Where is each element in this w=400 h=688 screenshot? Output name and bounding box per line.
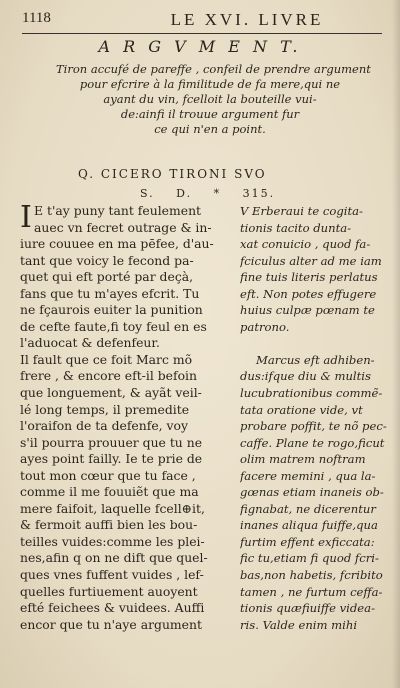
french-text-line: E t'ay puny tant feulement	[34, 203, 202, 218]
french-text-line: efté feichees & vuidees. Auffi	[20, 600, 205, 616]
latin-text-line: lucubrationibus commẽ-	[240, 386, 383, 401]
latin-text-line: Marcus eft adhiben-	[256, 352, 375, 367]
french-text-line: comme il me fouuiẽt que ma	[20, 484, 199, 500]
french-text-line: l'oraifon de ta defenfe, voy	[20, 418, 188, 434]
latin-text-line: bas,non habetis, fcribito	[240, 568, 383, 583]
french-text-line: encor que tu n'aye argument	[20, 616, 202, 632]
paragraph-gap	[240, 335, 390, 352]
latin-text-line: probare poffit, te nõ pec-	[240, 419, 387, 434]
argument-line: Tiron accufé de pareffe , confeil de prendre argument	[56, 62, 371, 76]
latin-text-line: fic tu,etiam fi quod fcri-	[240, 551, 379, 566]
french-text-line: ques vnes fuffent vuides , lef-	[20, 567, 204, 583]
page-header	[22, 10, 382, 30]
drop-capital: I	[20, 200, 32, 235]
latin-text-line: tamen , ne furtum ceffa-	[240, 584, 383, 599]
argument-line: de:ainfi il trouue argument fur	[120, 107, 300, 121]
argument-summary	[56, 62, 371, 137]
latin-text-line: furtim effent exficcata:	[240, 534, 375, 549]
french-text-line: de cefte faute,fi toy feul en es	[20, 318, 207, 334]
latin-text-line: gœnas etiam inaneis ob-	[240, 485, 384, 500]
salutation-sub	[140, 187, 291, 200]
header-rule	[22, 33, 382, 34]
french-text-line: mere faifoit, laquelle fcell⊕it,	[20, 500, 205, 516]
french-text-line: teilles vuides:comme les plei-	[20, 533, 205, 549]
french-text-line: ne fçaurois euiter la punition	[20, 302, 203, 318]
latin-text-line: V Erberaui te cogita-	[240, 204, 363, 218]
footnote-asterisk: *	[213, 187, 222, 200]
french-text-line: lé long temps, il premedite	[20, 401, 190, 417]
latin-text-line: facere memini , qua la-	[240, 468, 376, 483]
latin-text-line: xat conuicio , quod fa-	[240, 237, 371, 252]
french-text-line: tant que voicy le fecond pa-	[20, 252, 194, 268]
latin-text-line: fine tuis literis perlatus	[240, 270, 378, 285]
salutation-s: S.	[140, 187, 155, 200]
french-text-line: quelles furtiuement auoyent	[20, 583, 198, 599]
french-text-line: tout mon cœur que tu face ,	[20, 467, 196, 483]
french-text-line: quet qui eft porté par deçà,	[20, 269, 194, 285]
latin-column	[240, 203, 390, 633]
french-text-line: fans que tu m'ayes efcrit. Tu	[20, 285, 200, 301]
letter-number: 315.	[242, 187, 276, 200]
french-text-line: iure couuee en ma pēfee, d'au-	[20, 236, 214, 252]
latin-text-line: huius culpæ pœnam te	[240, 303, 375, 318]
latin-text-line: eft. Non potes effugere	[240, 286, 377, 301]
latin-text-line: tionis tacito dunta-	[240, 220, 352, 235]
running-title: LE XVI. LIVRE	[170, 10, 324, 29]
french-text-line: ayes point failly. Ie te prie de	[20, 451, 203, 467]
french-text-line: que longuement, & ayãt veil-	[20, 385, 202, 401]
french-text-line: auec vn fecret outrage & in-	[34, 219, 212, 235]
latin-text-line: olim matrem noftram	[240, 452, 366, 467]
page-number: 1118	[22, 10, 51, 26]
letter-salutation: Q. CICERO TIRONI SVO	[78, 167, 267, 181]
salutation-d: D.	[176, 187, 193, 200]
french-column	[20, 200, 234, 633]
argument-line: ce qui n'en a point.	[154, 122, 266, 136]
french-text-line: frere , & encore eft-il befoin	[20, 368, 197, 384]
latin-text-line: fciculus alter ad me iam	[240, 253, 382, 268]
latin-text-line: tata oratione vide, vt	[240, 402, 363, 417]
latin-text-line: dus:ifque diu & multis	[240, 369, 371, 384]
argument-line: pour efcrire à la fimilitude de fa mere,qui ne	[79, 77, 341, 91]
latin-text-line: inanes aliqua fuiffe,qua	[240, 518, 378, 533]
argument-line: ayant du vin, fcelloit la bouteille vui-	[103, 92, 317, 106]
latin-text-line: patrono.	[240, 319, 290, 334]
latin-text-line: ris. Valde enim mihi	[240, 617, 358, 632]
french-text-line: l'aduocat & defenfeur.	[20, 335, 160, 351]
latin-text-line: tionis quæfiuiffe videa-	[240, 601, 375, 616]
latin-text-line: fignabat, ne dicerentur	[240, 501, 376, 516]
french-text-line: Il fault que ce foit Marc mõ	[20, 351, 193, 367]
french-text-line: nes,afin q on ne dift que quel-	[20, 550, 208, 566]
french-text-line: s'il pourra prouuer que tu ne	[20, 434, 203, 450]
latin-text-line: caffe. Plane te rogo,ficut	[240, 435, 385, 450]
page-gutter-shadow	[392, 0, 400, 688]
french-text-line: & fermoit auffi bien les bou-	[20, 517, 198, 533]
argument-heading: A R G V M E N T.	[98, 37, 302, 56]
